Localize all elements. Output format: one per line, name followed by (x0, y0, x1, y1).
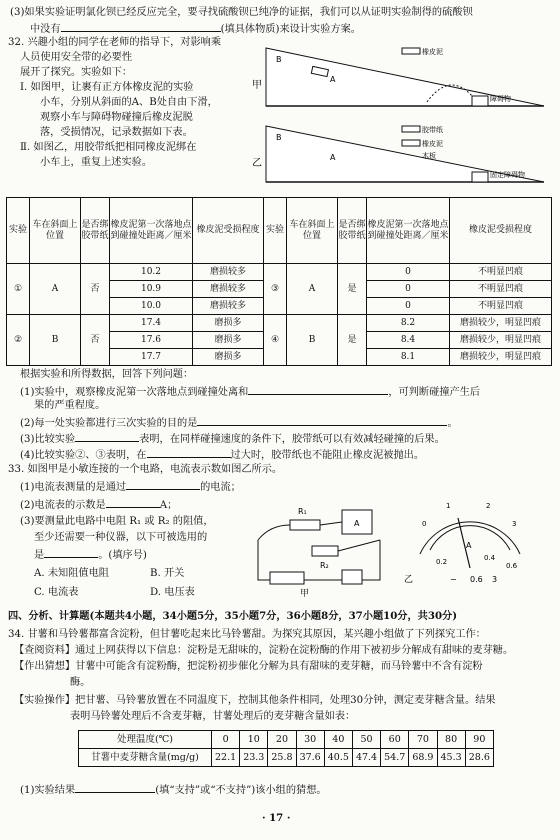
table-header: 橡皮泥受损程度 (193, 198, 264, 264)
q32-intro-line: 小车上，重复上述实验。 (40, 157, 153, 168)
damage-cell: 磨损较少，明显凹痕 (450, 315, 552, 332)
fig-label-tape: 胶带纸 (422, 126, 443, 134)
distance-cell: 0 (367, 281, 450, 298)
question-text: (3)比较实验 (20, 434, 76, 445)
switch-shape (342, 570, 362, 584)
temp-cell: 40 (324, 731, 352, 749)
scale-tick: 3 (512, 520, 517, 528)
question-text: 。 (447, 418, 458, 429)
obstacle-shape (472, 172, 488, 182)
damage-cell: 不明显凹痕 (450, 281, 552, 298)
battery-shape (270, 572, 304, 584)
scale-tick: 0.6 (506, 562, 518, 570)
question-text: 的电流； (200, 482, 241, 493)
table-header: 车在斜面上位置 (30, 198, 81, 264)
damage-cell: 磨损多 (193, 332, 264, 349)
scale-tick: 0.4 (484, 554, 496, 562)
section-4-title: 四、分析、计算题(本题共4小题，34小题5分，35小题7分，36小题8分，37小题10分，共30分) (8, 610, 458, 622)
obstacle-shape (472, 96, 488, 106)
dial-unit: A (466, 541, 472, 550)
table-row (7, 315, 552, 332)
pos-cell: B (30, 315, 81, 366)
q32-question-intro: 根据实验和所得数据，回答下列问题： (20, 369, 194, 380)
q32-data-table (6, 197, 552, 366)
q34-maltose-table (78, 730, 494, 767)
tape-shape (402, 126, 420, 132)
scale-tick: 0.2 (436, 558, 448, 566)
resistor-r2 (312, 546, 338, 556)
q32-intro-line: 落，受损情况，记录数据如下表。 (40, 127, 193, 138)
pos-cell: B (287, 315, 338, 366)
q33-option-c: C. 电流表 (34, 587, 79, 598)
damage-cell: 磨损较少，明显凹痕 (450, 332, 552, 349)
question-text: (1)实验中，观察橡皮泥第一次落地点到碰撞处离和 (20, 387, 249, 398)
fig-label-a: A (330, 153, 336, 162)
temp-cell: 60 (381, 731, 409, 749)
exp-cell: ② (7, 315, 30, 366)
table-header: 车在斜面上位置 (287, 198, 338, 264)
ammeter-label: A (354, 519, 360, 528)
q33-option-a: A. 未知阻值电阻 (34, 568, 109, 579)
table-header: 橡皮泥第一次落地点到碰撞处距离／厘米 (367, 198, 450, 264)
distance-cell: 10.9 (110, 281, 193, 298)
distance-cell: 8.4 (367, 332, 450, 349)
exp-cell: ① (7, 264, 30, 315)
question-text: 过大时，胶带纸也不能阻止橡皮泥被抛出。 (230, 450, 425, 461)
terminal-label: − (450, 575, 457, 584)
table-header: 橡皮泥第一次落地点到碰撞处距离／厘米 (110, 198, 193, 264)
question-text: 表明，在同样碰撞速度的条件下，胶带纸可以有效减轻碰撞的后果。 (139, 434, 445, 445)
scale-tick: 1 (446, 502, 451, 510)
r1-label: R₁ (298, 507, 307, 516)
q34-ref: 【查阅资料】通过上网获得以下信息：淀粉是无甜味的，淀粉在淀粉酶的作用下被初步分解成有甜味的麦芽糖。 (14, 645, 514, 656)
question-text: (填“支持”或“不支持”)该小组的猜想。 (155, 785, 327, 796)
table-header: 实验 (7, 198, 30, 264)
damage-cell: 磨损较少，明显凹痕 (450, 349, 552, 366)
terminal-label: 0.6 (470, 575, 483, 584)
fig-label-a: A (330, 75, 336, 84)
answer-blank[interactable] (126, 479, 200, 490)
maltose-cell: 23.3 (240, 749, 268, 767)
temp-cell: 80 (437, 731, 465, 749)
distance-cell: 8.2 (367, 315, 450, 332)
temp-cell: 70 (409, 731, 437, 749)
q32-intro-line: 32. 兴趣小组的同学在老师的指导下，对影响乘 (8, 37, 222, 48)
q32-incline-figure (252, 38, 552, 188)
fig-jia: 甲 (300, 589, 310, 599)
fig-label-obstacle: 障碍物 (490, 95, 511, 103)
tape-cell: 否 (81, 315, 110, 366)
temp-cell: 90 (465, 731, 493, 749)
table-header: 橡皮泥受损程度 (450, 198, 552, 264)
q34-op-2: 表明马铃薯处理后不含麦芽糖，甘薯处理后的麦芽糖含量如表： (70, 711, 356, 722)
row-label: 处理温度(℃) (79, 731, 212, 749)
question-text: 。(填序号) (98, 550, 147, 561)
maltose-cell: 68.9 (409, 749, 437, 767)
distance-cell: 10.2 (110, 264, 193, 281)
q32-intro-line: Ⅰ. 如图甲，让裹有正方体橡皮泥的实验 (20, 82, 194, 93)
answer-blank[interactable] (147, 447, 231, 458)
maltose-cell: 45.3 (437, 749, 465, 767)
distance-cell: 0 (367, 264, 450, 281)
q34-hyp-2: 酶。 (70, 677, 91, 688)
table-row (79, 749, 494, 767)
table-row (7, 264, 552, 281)
q33-option-b: B. 开关 (150, 568, 185, 579)
damage-cell: 磨损较多 (193, 281, 264, 298)
r2-label: R₂ (320, 561, 329, 570)
damage-cell: 磨损多 (193, 315, 264, 332)
q32-intro-line: 小车，分别从斜面的A、B处自由下滑， (40, 97, 218, 108)
distance-cell: 10.0 (110, 298, 193, 315)
damage-cell: 不明显凹痕 (450, 298, 552, 315)
fig-label-rubber: 橡皮泥 (422, 140, 443, 148)
distance-cell: 8.1 (367, 349, 450, 366)
fig-label-rubber: 橡皮泥 (422, 48, 443, 56)
damage-cell: 磨损较多 (193, 298, 264, 315)
temp-cell: 20 (268, 731, 296, 749)
temp-cell: 0 (212, 731, 240, 749)
q31-3-line2 (30, 21, 361, 36)
question-text: (2)电流表的示数是 (20, 500, 106, 511)
table-header: 是否绑胶带纸 (81, 198, 110, 264)
q33-intro: 33. 如图甲是小敏连接的一个电路，电流表示数如图乙所示。 (8, 464, 283, 475)
answer-blank[interactable] (248, 384, 388, 395)
damage-cell: 不明显凹痕 (450, 264, 552, 281)
maltose-cell: 22.1 (212, 749, 240, 767)
tape-cell: 是 (338, 315, 367, 366)
temp-cell: 10 (240, 731, 268, 749)
q32-question-1 (20, 384, 480, 399)
q32-question-1-cont: 果的严重程度。 (34, 400, 106, 411)
q33-option-d: D. 电压表 (150, 587, 195, 598)
fig-label-fixed-obstacle: 固定障碍物 (490, 171, 525, 179)
q33-question-1 (20, 479, 241, 494)
question-text: ，可判断碰撞产生后 (388, 387, 481, 398)
distance-cell: 0 (367, 298, 450, 315)
answer-blank[interactable] (106, 497, 160, 508)
q31-3-line2-a: 中没有 (30, 24, 61, 35)
q31-3-line2-b: (填具体物质)来设计实验方案。 (220, 24, 361, 35)
scale-tick: 2 (486, 502, 491, 510)
table-row (79, 731, 494, 749)
q34-hyp-1: 【作出猜想】甘薯中可能含有淀粉酶，把淀粉初步催化分解为具有甜味的麦芽糖，而马铃薯中不含有淀粉 (14, 661, 483, 672)
page-number: · 17 · (262, 812, 291, 824)
maltose-cell: 37.6 (296, 749, 324, 767)
damage-cell: 磨损较多 (193, 264, 264, 281)
temp-cell: 30 (296, 731, 324, 749)
question-text: A； (159, 500, 178, 511)
ammeter-dial-figure (400, 494, 540, 590)
pos-cell: A (287, 264, 338, 315)
pos-cell: A (30, 264, 81, 315)
maltose-cell: 54.7 (381, 749, 409, 767)
distance-cell: 17.7 (110, 349, 193, 366)
temp-cell: 50 (352, 731, 380, 749)
table-header: 是否绑胶带纸 (338, 198, 367, 264)
answer-blank[interactable] (61, 21, 221, 32)
question-text: (2)每一处实验都进行三次实验的目的是 (20, 418, 198, 429)
q32-intro-line: 展开了探究。实验如下： (20, 67, 133, 78)
tape-cell: 是 (338, 264, 367, 315)
exp-cell: ③ (264, 264, 287, 315)
rubber-shape (402, 48, 420, 54)
rubber-shape (402, 140, 420, 146)
fig-label-yi: 乙 (252, 158, 262, 169)
fig-label-b: B (276, 133, 282, 142)
tape-cell: 否 (81, 264, 110, 315)
maltose-cell: 25.8 (268, 749, 296, 767)
fig-yi: 乙 (404, 575, 414, 585)
q34-intro: 34. 甘薯和马铃薯都富含淀粉，但甘薯吃起来比马铃薯甜。为探究其原因，某兴趣小组做了下列探究工作： (8, 629, 486, 640)
distance-cell: 17.6 (110, 332, 193, 349)
answer-blank[interactable] (197, 415, 447, 426)
q32-intro-line: 人员使用安全带的必要性 (20, 52, 133, 63)
maltose-cell: 40.5 (324, 749, 352, 767)
q32-question-3 (20, 431, 445, 446)
q32-question-4 (20, 447, 424, 462)
terminal-label: 3 (492, 575, 498, 584)
fig-label-jia: 甲 (252, 80, 262, 91)
fig-label-b: B (276, 55, 282, 64)
q33-question-3-blank (34, 547, 147, 562)
maltose-cell: 28.6 (465, 749, 493, 767)
question-text: (1)电流表测量的是通过 (20, 482, 127, 493)
answer-blank[interactable] (75, 431, 139, 442)
question-text: 是 (34, 550, 45, 561)
row-label: 甘薯中麦芽糖含量(mg/g) (79, 749, 212, 767)
q31-3-line1: (3)如果实验证明氯化钡已经反应完全，要寻找硫酸钡已纯净的证据，我们可以从证明实验制得的硫酸钡 (10, 7, 473, 18)
q34-op-1: 【实验操作】把甘薯、马铃薯放置在不同温度下，控制其他条件相同，处理30分钟，测定麦芽糖含量。结果 (14, 695, 496, 706)
answer-blank[interactable] (44, 547, 98, 558)
damage-cell: 磨损多 (193, 349, 264, 366)
resistor-r1 (290, 520, 320, 530)
question-text: (4)比较实验②、③表明，在 (20, 450, 147, 461)
answer-blank[interactable] (75, 782, 155, 793)
q33-question-3-cont: 至少还需要一种仪器，以下可被选用的 (34, 532, 208, 543)
q32-intro-line: 观察小车与障碍物碰撞后橡皮泥脱 (40, 112, 193, 123)
exp-cell: ④ (264, 315, 287, 366)
maltose-cell: 47.4 (352, 749, 380, 767)
q34-question-1 (20, 782, 327, 797)
fig-label-plank: 木板 (422, 152, 436, 160)
scale-tick: 0 (422, 520, 427, 528)
q32-intro-line: Ⅱ. 如图乙，用胶带纸把相同橡皮泥绑在 (20, 142, 197, 153)
question-text: (1)实验结果 (20, 785, 76, 796)
q32-question-2 (20, 415, 458, 430)
q33-question-3: (3)要测量此电路中电阻 R₁ 或 R₂ 的阻值， (20, 516, 214, 527)
distance-cell: 17.4 (110, 315, 193, 332)
table-header: 实验 (264, 198, 287, 264)
q33-circuit-figure (250, 500, 390, 599)
q33-question-2 (20, 497, 177, 512)
